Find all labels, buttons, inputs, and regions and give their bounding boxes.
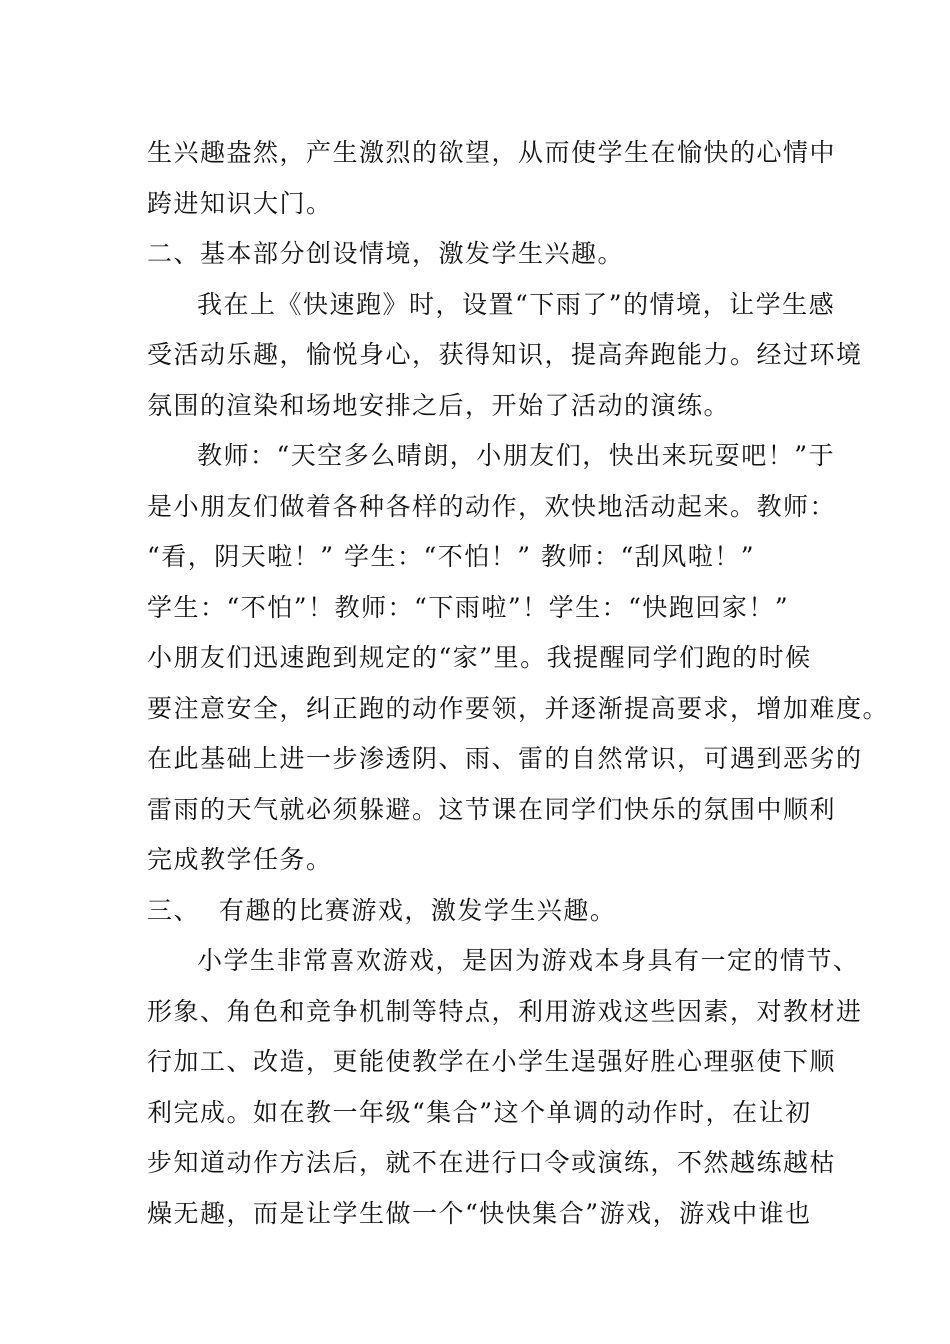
text-line: 小朋友们迅速跑到规定的“家”里。我提醒同学们跑的时候 <box>147 643 812 672</box>
text-line: 生兴趣盎然，产生激烈的欲望，从而使学生在愉快的心情中 <box>147 138 837 167</box>
text-line: 步知道动作方法后，就不在进行口令或演练，不然越练越枯 <box>147 1148 837 1177</box>
text-line: 教师：“天空多么晴朗，小朋友们，快出来玩耍吧！”于 <box>197 441 836 470</box>
text-line: 小学生非常喜欢游戏，是因为游戏本身具有一定的情节、 <box>197 946 860 975</box>
text-line: 要注意安全，纠正跑的动作要领，并逐渐提高要求，增加难度。 <box>147 693 890 723</box>
text-line: 氛围的渲染和场地安排之后，开始了活动的演练。 <box>147 390 731 420</box>
text-line: 行加工、改造，更能使教学在小学生逞强好胜心理驱使下顺 <box>147 1047 837 1076</box>
text-line: 在此基础上进一步渗透阴、雨、雷的自然常识，可遇到恶劣的 <box>147 744 863 773</box>
text-line: 雷雨的天气就必须躲避。这节课在同学们快乐的氛围中顺利 <box>147 794 837 824</box>
text-line: 我在上《快速跑》时，设置“下雨了”的情境，让学生感 <box>197 289 836 319</box>
text-line: 受活动乐趣，愉悦身心，获得知识，提高奔跑能力。经过环境 <box>147 340 863 369</box>
text-line: 学生：“不怕”！教师：“下雨啦”！学生：“快跑回家！” <box>147 592 790 622</box>
body-text <box>147 128 890 1239</box>
text-line: 利完成。如在教一年级“集合”这个单调的动作时，在让初 <box>147 1097 812 1127</box>
text-line: 是小朋友们做着各种各样的动作，欢快地活动起来。教师： <box>147 491 837 521</box>
section-heading: 三、 有趣的比赛游戏，激发学生兴趣。 <box>147 895 617 925</box>
text-line: 跨进知识大门。 <box>147 188 333 218</box>
text-line: 燥无趣，而是让学生做一个“快快集合”游戏，游戏中谁也 <box>147 1198 812 1228</box>
section-heading: 二、基本部分创设情境，激发学生兴趣。 <box>147 239 625 268</box>
text-line: 完成教学任务。 <box>147 845 333 874</box>
text-line: “看，阴天啦！” 学生：“不怕！” 教师：“刮风啦！” <box>147 542 756 571</box>
text-line: 形象、角色和竞争机制等特点，利用游戏这些因素，对教材进 <box>147 996 863 1026</box>
